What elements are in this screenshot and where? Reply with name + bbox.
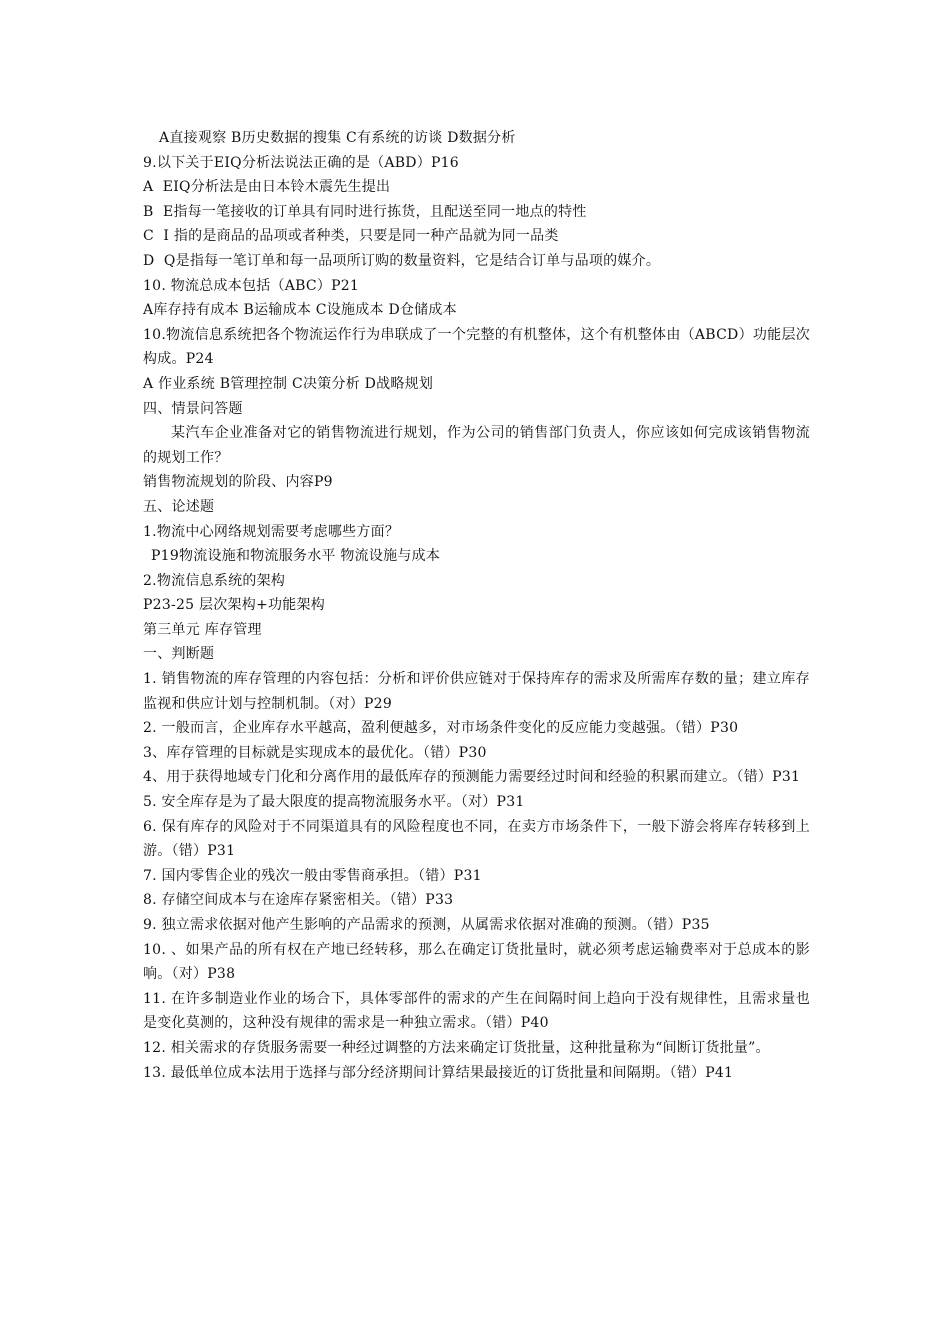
document-body <box>143 126 810 1085</box>
text-line: 1. 销售物流的库存管理的内容包括：分析和评价供应链对于保持库存的需求及所需库存数的量；建立库存监视和供应计划与控制机制。（对）P29 <box>143 671 810 712</box>
text-line: P23-25 层次架构+功能架构 <box>143 597 325 614</box>
unit-heading: 第三单元 库存管理 <box>143 621 262 638</box>
text-line: 5. 安全库存是为了最大限度的提高物流服务水平。（对）P31 <box>143 794 525 811</box>
text-line: 12. 相关需求的存货服务需要一种经过调整的方法来确定订货批量，这种批量称为“间断订货批量”。 <box>143 1039 770 1056</box>
text-line: 1.物流中心网络规划需要考虑哪些方面？ <box>143 523 400 540</box>
text-line: 10.物流信息系统把各个物流运作行为串联成了一个完整的有机整体，这个有机整体由（ABCD）功能层次构成。P24 <box>143 326 810 368</box>
text-line: 7. 国内零售企业的残次一般由零售商承担。（错）P31 <box>143 867 482 884</box>
section-heading: 一、判断题 <box>143 646 215 663</box>
text-line: P19物流设施和物流服务水平 物流设施与成本 <box>151 548 441 565</box>
text-line: 10. 物流总成本包括（ABC）P21 <box>143 277 360 294</box>
text-line: 6. 保有库存的风险对于不同渠道具有的风险程度也不同，在卖方市场条件下，一般下游会将库存转移到上游。（错）P31 <box>143 818 810 860</box>
text-line: 2. 一般而言，企业库存水平越高，盈利便越多，对市场条件变化的反应能力变越强。（错）P30 <box>143 720 739 737</box>
text-line: B E指每一笔接收的订单具有同时进行拣货，且配送至同一地点的特性 <box>143 203 587 220</box>
section-heading: 五、论述题 <box>143 498 215 515</box>
text-line: 2.物流信息系统的架构 <box>143 572 286 589</box>
text-line: A直接观察 B历史数据的搜集 C有系统的访谈 D数据分析 <box>159 130 516 146</box>
text-line: A 作业系统 B管理控制 C决策分析 D战略规划 <box>143 375 434 392</box>
text-line: 9. 独立需求依据对他产生影响的产品需求的预测，从属需求依据对准确的预测。（错）P35 <box>143 917 710 933</box>
text-line: 3、库存管理的目标就是实现成本的最优化。（错）P30 <box>143 744 487 761</box>
text-line: 4、用于获得地域专门化和分离作用的最低库存的预测能力需要经过时间和经验的积累而建立。（错）P31 <box>143 769 801 786</box>
text-line: 8. 存储空间成本与在途库存紧密相关。（错）P33 <box>143 892 454 909</box>
text-line: 销售物流规划的阶段、内容P9 <box>143 474 333 491</box>
text-line: A库存持有成本 B运输成本 C设施成本 D仓储成本 <box>143 302 457 319</box>
text-line: 11. 在许多制造业作业的场合下，具体零部件的需求的产生在间隔时间上趋向于没有规律性，且需求量也是变化莫测的，这种没有规律的需求是一种独立需求。（错）P40 <box>143 990 810 1032</box>
text-line: D Q是指每一笔订单和每一品项所订购的数量资料，它是结合订单与品项的媒介。 <box>143 252 661 269</box>
text-line: 10. 、如果产品的所有权在产地已经转移，那么在确定订货批量时，就必须考虑运输费率对于总成本的影响。（对）P38 <box>143 941 810 983</box>
text-line: 某汽车企业准备对它的销售物流进行规划，作为公司的销售部门负责人，你应该如何完成该销售物流的规划工作？ <box>143 425 810 466</box>
text-line: 9.以下关于EIQ分析法说法正确的是（ABD）P16 <box>143 154 459 171</box>
text-line: 13. 最低单位成本法用于选择与部分经济期间计算结果最接近的订货批量和间隔期。（错）P41 <box>143 1064 734 1081</box>
text-line: C I 指的是商品的品项或者种类，只要是同一种产品就为同一品类 <box>143 228 559 245</box>
text-line: A EIQ分析法是由日本铃木震先生提出 <box>143 179 391 196</box>
section-heading: 四、情景问答题 <box>143 400 243 417</box>
